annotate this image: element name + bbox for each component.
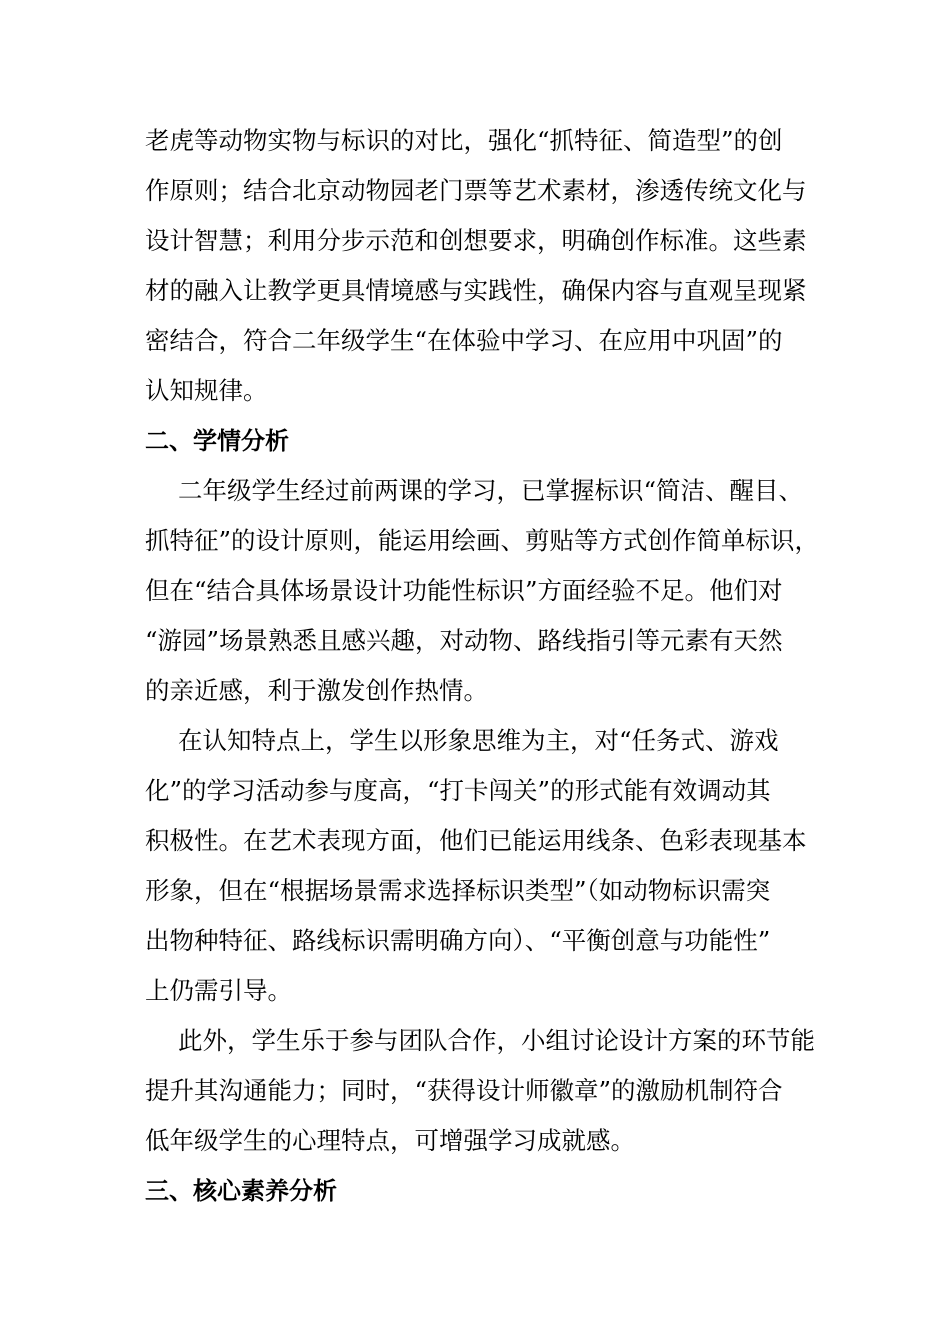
section-heading: 二、学情分析: [145, 427, 289, 455]
paragraph-line: 设计智慧；利用分步示范和创想要求，明确创作标准。这些素: [145, 226, 807, 255]
paragraph-line: 认知规律。: [145, 376, 268, 405]
paragraph-line: 的亲近感，利于激发创作热情。: [145, 676, 488, 705]
paragraph-line: “游园”场景熟悉且感兴趣，对动物、路线指引等元素有天然: [145, 626, 783, 655]
paragraph-line: 抓特征”的设计原则，能运用绘画、剪贴等方式创作简单标识，: [145, 526, 820, 555]
section-heading: 三、核心素养分析: [145, 1177, 337, 1205]
paragraph-line: 出物种特征、路线标识需明确方向）、“平衡创意与功能性”: [145, 926, 771, 955]
paragraph-line: 但在“结合具体场景设计功能性标识”方面经验不足。他们对: [145, 576, 783, 605]
paragraph-line: 低年级学生的心理特点，可增强学习成就感。: [145, 1126, 635, 1155]
paragraph-line: 老虎等动物实物与标识的对比，强化“抓特征、简造型”的创: [145, 126, 783, 155]
paragraph-line: 二年级学生经过前两课的学习，已掌握标识“简洁、醒目、: [178, 476, 804, 505]
paragraph-line: 上仍需引导。: [145, 976, 292, 1005]
paragraph-line: 在认知特点上，学生以形象思维为主，对“任务式、游戏: [178, 726, 779, 755]
paragraph-line: 化”的学习活动参与度高，“打卡闯关”的形式能有效调动其: [145, 776, 771, 805]
paragraph-line: 材的融入让教学更具情境感与实践性，确保内容与直观呈现紧: [145, 276, 807, 305]
paragraph-line: 此外，学生乐于参与团队合作，小组讨论设计方案的环节能: [178, 1026, 815, 1055]
paragraph-line: 密结合，符合二年级学生“在体验中学习、在应用中巩固”的: [145, 326, 783, 355]
paragraph-line: 积极性。在艺术表现方面，他们已能运用线条、色彩表现基本: [145, 826, 807, 855]
paragraph-line: 提升其沟通能力；同时，“获得设计师徽章”的激励机制符合: [145, 1076, 783, 1105]
paragraph-line: 形象，但在“根据场景需求选择标识类型”（如动物标识需突: [145, 876, 771, 905]
paragraph-line: 作原则；结合北京动物园老门票等艺术素材，渗透传统文化与: [145, 176, 807, 205]
